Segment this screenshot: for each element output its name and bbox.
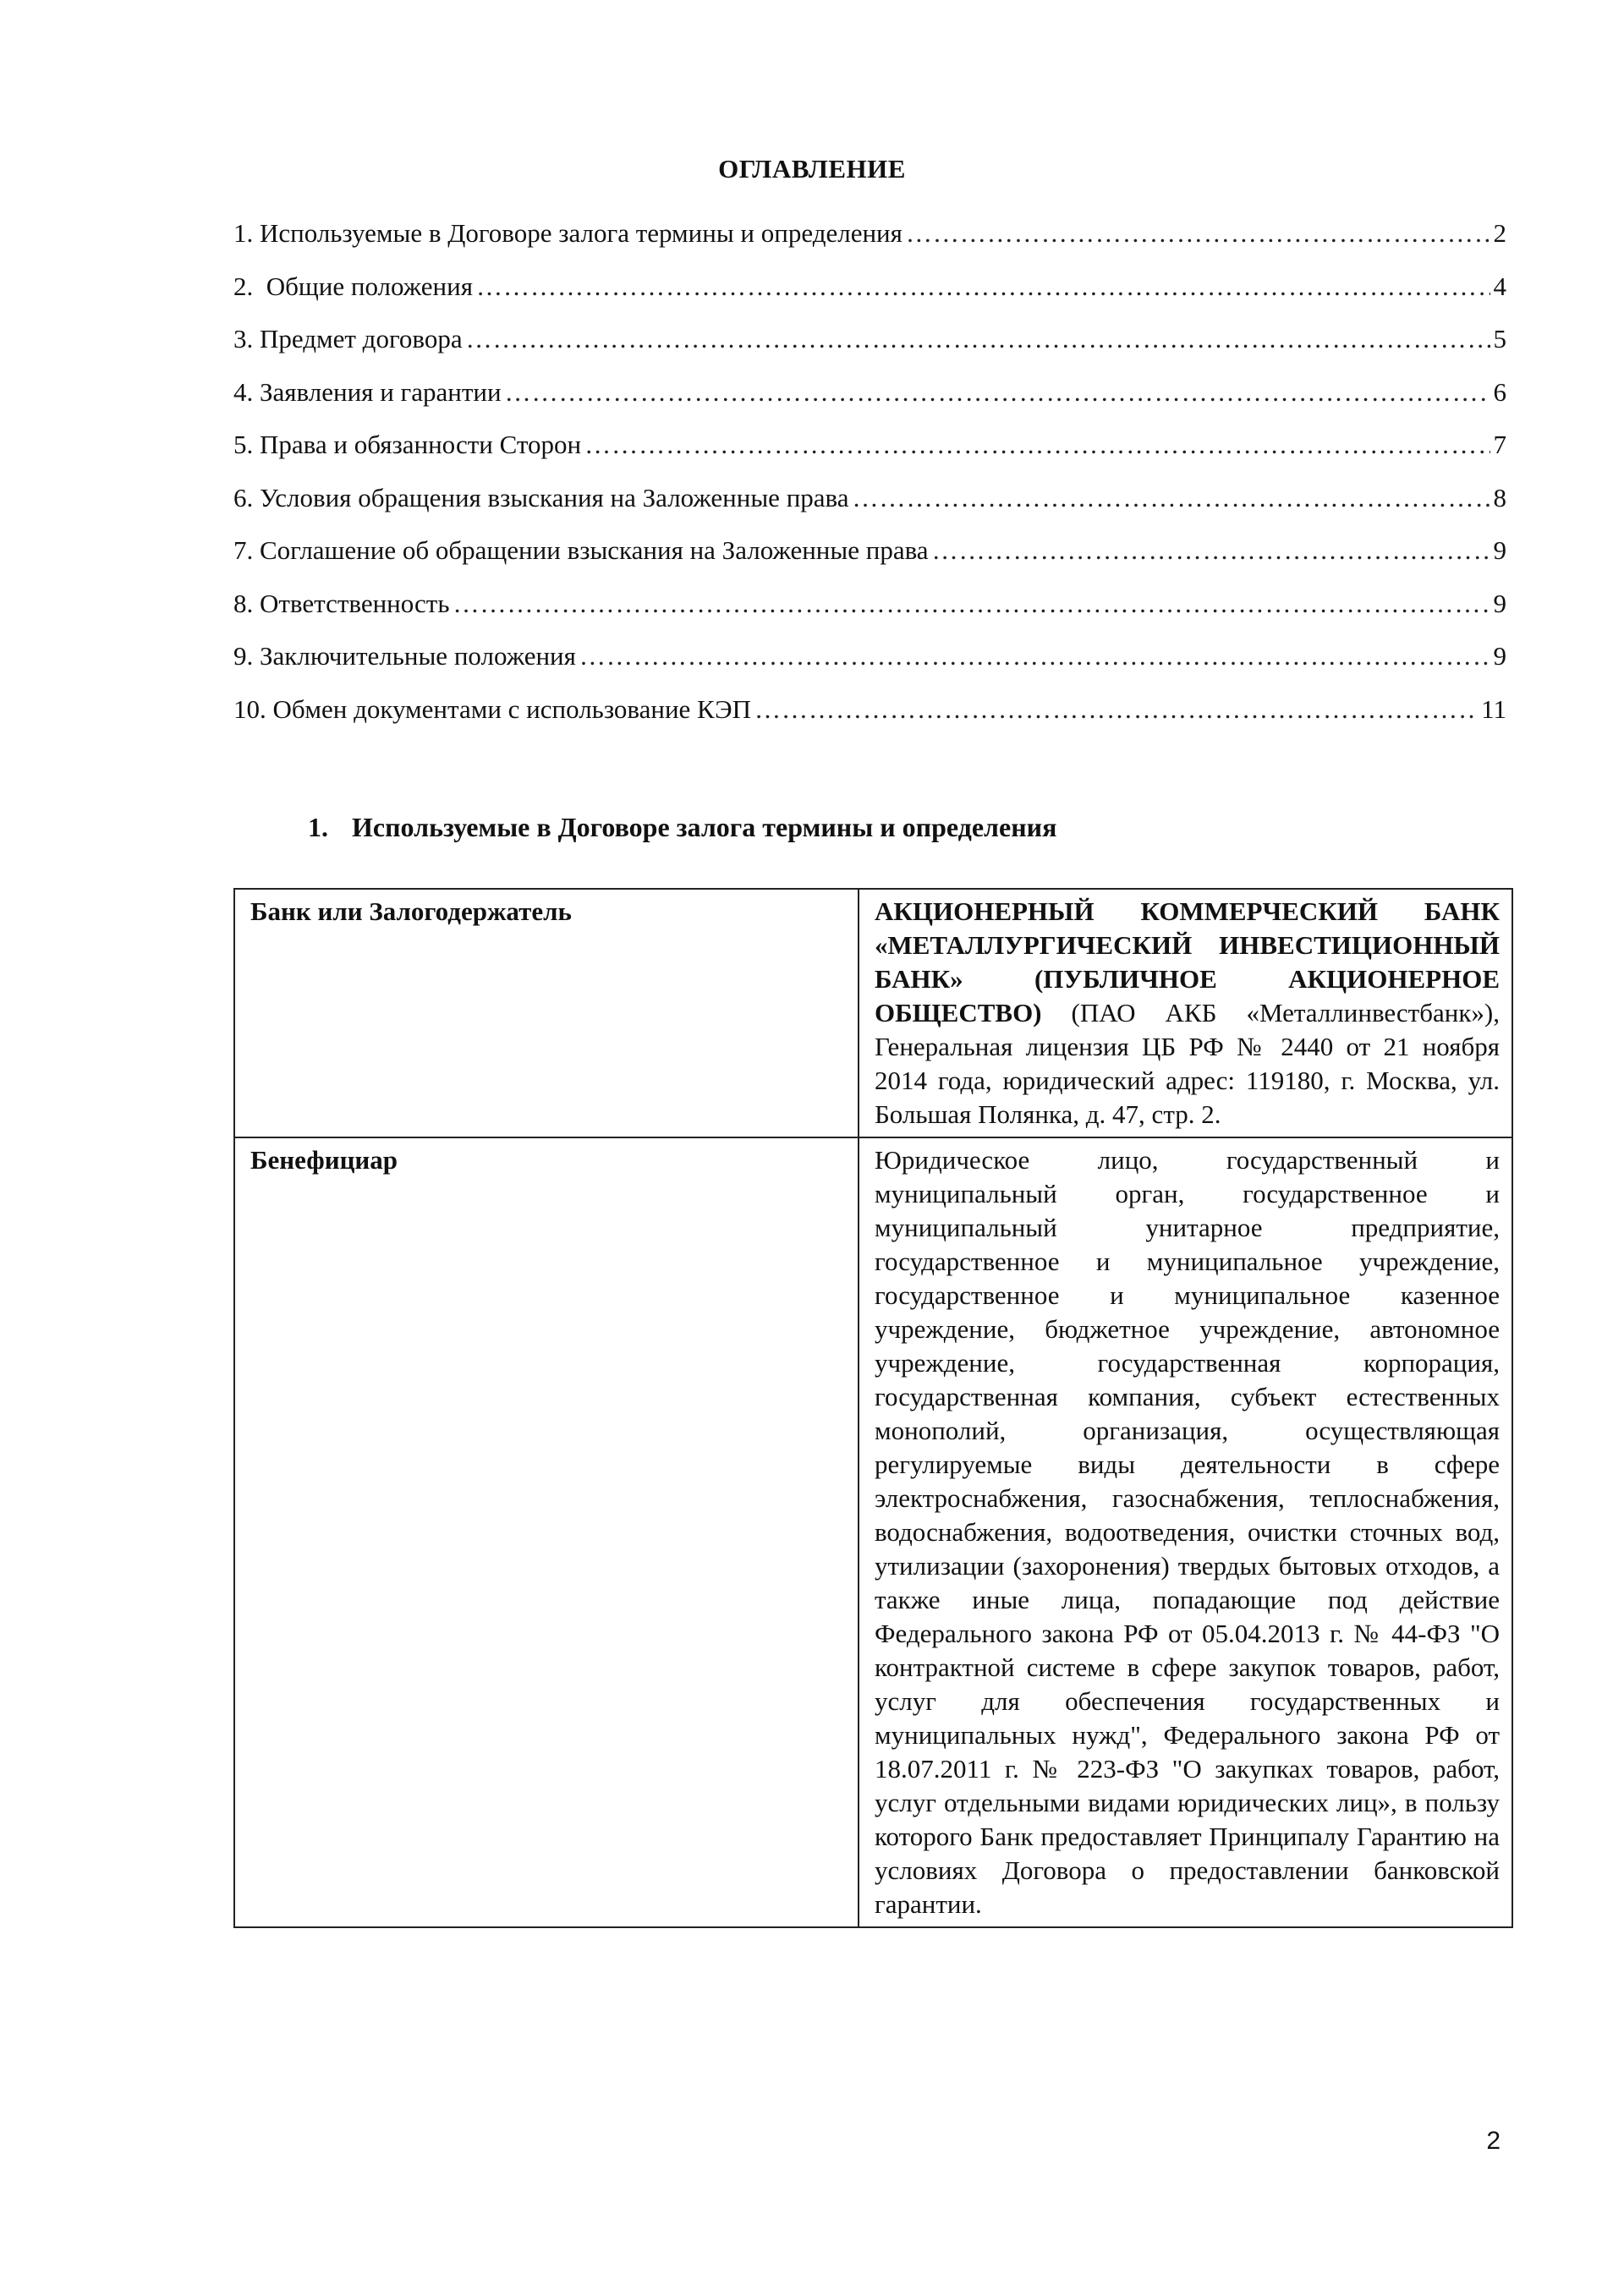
toc-leader-dots xyxy=(584,430,1490,460)
toc-entry-9 xyxy=(233,641,1506,694)
toc-leader-dots xyxy=(505,377,1490,408)
toc-entry-5 xyxy=(233,430,1506,483)
toc-entry-label: 9. Заключительные положения xyxy=(233,641,576,671)
toc-entry-label: 3. Предмет договора xyxy=(233,324,463,353)
toc-entry-label: 6. Условия обращения взыскания на Заложенные права xyxy=(233,482,849,512)
toc-leader-dots xyxy=(906,218,1490,249)
definition-text: Юридическое лицо, государственный и муниципальный орган, государственное и муниципальный унитарное предприятие, государственное и муниципальное учреждение, государственное и муниципальное казенное учреждение, бюджетное учреждение, автономное учреждение, государственная корпорация, государственная компания, субъект естественных монополий, организация, осуществляющая регулируемые виды деятельности в сфере электроснабжения, газоснабжения, теплоснабжения, водоснабжения, водоотведения, очистки сточных вод, утилизации (захоронения) твердых бытовых отходов, а также иные лица, попадающие под действие Федерального закона РФ от 05.04.2013 г. № 44-ФЗ "О контрактной системе в сфере закупок товаров, работ, услуг для обеспечения государственных и муниципальных нужд", Федерального закона РФ от 18.07.2011 г. № 223-ФЗ "О закупках товаров, работ, услуг отдельными видами юридических лиц», в пользу которого Банк предоставляет Принципалу Гарантию на условиях Договора о предоставлении банковской гарантии. xyxy=(859,1137,1512,1927)
page-number: 2 xyxy=(1486,2127,1501,2155)
toc-title: ОГЛАВЛЕНИЕ xyxy=(718,154,906,184)
bank-details: (ПАО АКБ «Металлинвестбанк»), Генеральная лицензия ЦБ РФ № 2440 от 21 ноября 2014 года, юридический адрес: 119180, г. Москва, ул. Большая Полянка, д. 47, стр. 2. xyxy=(875,998,1500,1129)
toc-leader-dots xyxy=(476,271,1490,302)
toc-entry-label: 7. Соглашение об обращении взыскания на Заложенные права xyxy=(233,535,929,565)
toc-entry-label: 2. Общие положения xyxy=(233,271,473,301)
toc-entry-page: 6 xyxy=(1493,376,1506,407)
toc-leader-dots xyxy=(754,694,1478,725)
toc-leader-dots xyxy=(466,324,1490,354)
bank-name: АКЦИОНЕРНЫЙ КОММЕРЧЕСКИЙ БАНК «МЕТАЛЛУРГИЧЕСКИЙ ИНВЕСТИЦИОННЫЙ БАНК» (ПУБЛИЧНОЕ АКЦИОНЕРНОЕ ОБЩЕСТВО) xyxy=(875,896,1500,1027)
definition-text xyxy=(859,889,1512,1137)
toc-leader-dots xyxy=(853,483,1490,513)
toc-entry-page: 2 xyxy=(1493,218,1506,248)
toc-entry-page: 7 xyxy=(1493,430,1506,459)
toc-entry-label: 4. Заявления и гарантии xyxy=(233,376,502,407)
toc-entry-page: 9 xyxy=(1493,588,1506,618)
section-title: Используемые в Договоре залога термины и определения xyxy=(352,812,1057,842)
table-row xyxy=(234,889,1512,1137)
toc-entry-7 xyxy=(233,535,1506,589)
toc-entry-page: 9 xyxy=(1493,535,1506,565)
definition-term: Бенефициар xyxy=(234,1137,859,1927)
toc-entry-label: 5. Права и обязанности Сторон xyxy=(233,430,582,459)
definition-term: Банк или Залогодержатель xyxy=(234,889,859,1137)
toc-entry-page: 11 xyxy=(1481,693,1506,724)
toc-entry-3 xyxy=(233,324,1506,377)
toc-entry-1 xyxy=(233,218,1506,271)
toc-entry-8 xyxy=(233,589,1506,642)
toc-entry-page: 4 xyxy=(1493,271,1506,301)
table-row xyxy=(234,1137,1512,1927)
toc-entry-2 xyxy=(233,271,1506,325)
section-number: 1. xyxy=(308,812,328,842)
table-of-contents xyxy=(233,218,1506,747)
toc-leader-dots xyxy=(579,641,1490,671)
toc-entry-6 xyxy=(233,483,1506,536)
toc-entry-4 xyxy=(233,377,1506,430)
toc-entry-label: 10. Обмен документами с использование КЭП xyxy=(233,693,751,724)
toc-entry-label: 1. Используемые в Договоре залога термины и определения xyxy=(233,218,903,248)
toc-entry-10 xyxy=(233,694,1506,748)
toc-leader-dots xyxy=(453,589,1490,619)
toc-entry-page: 9 xyxy=(1493,641,1506,671)
toc-entry-label: 8. Ответственность xyxy=(233,588,450,618)
toc-entry-page: 5 xyxy=(1493,324,1506,353)
toc-leader-dots xyxy=(932,535,1490,566)
section-heading xyxy=(308,812,1056,843)
toc-entry-page: 8 xyxy=(1493,482,1506,512)
definitions-table xyxy=(233,888,1513,1928)
